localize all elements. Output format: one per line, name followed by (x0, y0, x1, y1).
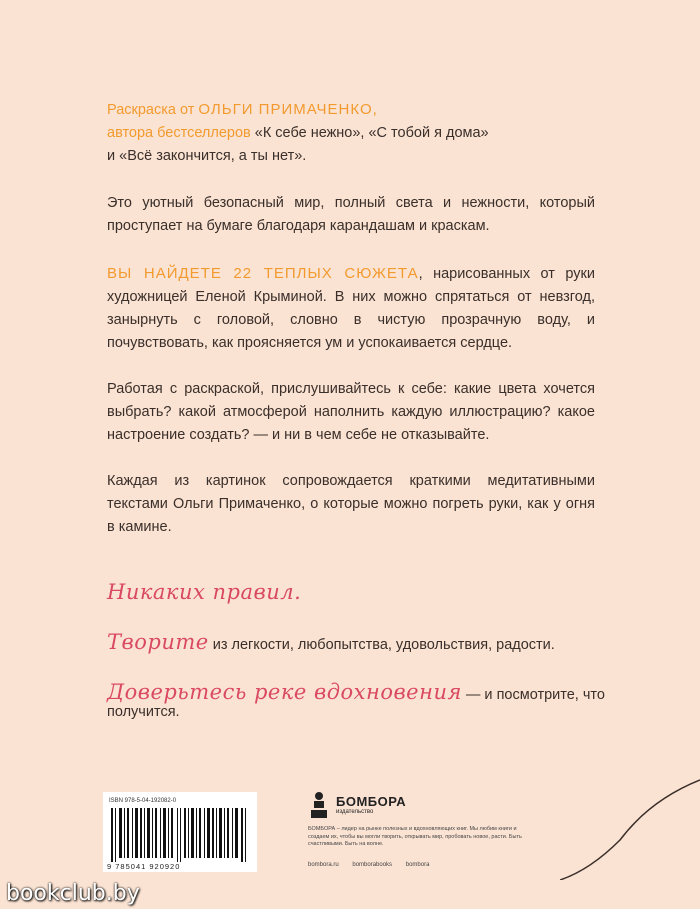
social-link-1[interactable]: bomborabooks (352, 862, 393, 868)
publisher-description: БОМБОРА – лидер на рынке полезных и вдохновляющих книг. Мы любим книги и создаем их, чтобы вы могли творить, открывать мир, пробовать новое, расти. Быть счастливыми. Быть на волне. (308, 826, 522, 847)
paragraph-2-highlight: ВЫ НАЙДЕТЕ 22 ТЕПЛЫХ СЮЖЕТА (107, 265, 419, 282)
decorative-curve (560, 760, 700, 880)
create-text: из легкости, любопытства, удовольствия, радости. (212, 637, 555, 653)
intro-line-2 (107, 122, 595, 145)
trust-script: Доверьтесь реке вдохновения (107, 680, 462, 704)
paragraph-1: Это уютный безопасный мир, полный света и нежности, который проступает на бумаге благодаря карандашам и краскам. (107, 195, 595, 234)
bestseller-prefix: автора бестселлеров (107, 125, 251, 141)
intro-prefix: Раскраска от (107, 102, 195, 118)
publisher-subtitle: издательство (336, 809, 374, 815)
paragraph-3: Работая с раскраской, прислушивайтесь к себе: какие цвета хочется выбрать? какой атмосферой наполнить каждую иллюстрацию? какое настроение создать? — и ни в чем себе не отказывайте. (107, 381, 595, 443)
publisher-name: БОМБОРА (336, 794, 407, 809)
website-link[interactable]: bombora.ru (308, 862, 339, 868)
paragraph-2 (107, 262, 595, 355)
trust-text: — и посмотрите, что получится. (107, 687, 605, 720)
barcode-bars (111, 808, 249, 862)
author-name: ОЛЬГИ ПРИМАЧЕНКО, (198, 101, 378, 118)
social-link-2[interactable]: bombora (405, 862, 430, 868)
publisher-links (308, 862, 441, 868)
publisher-logo-icon (308, 790, 330, 820)
intro-block (107, 98, 595, 168)
script-line-3 (107, 680, 607, 720)
intro-line-3: и «Всё закончится, а ты нет». (107, 148, 307, 164)
barcode (103, 792, 257, 872)
script-line-1 (107, 580, 607, 604)
paragraph-4: Каждая из картинок сопровождается краткими медитативными текстами Ольги Примаченко, о которые можно погреть руки, как у огня в камине. (107, 473, 595, 535)
intro-line-1 (107, 98, 595, 122)
create-script: Творите (107, 630, 209, 654)
isbn-label: ISBN 978-5-04-192082-0 (109, 798, 177, 804)
barcode-number: 9 785041 920920 (107, 862, 181, 871)
paragraph-2-text: , нарисованных от руки художницей Еленой Крыминой. В них можно спрятаться от невзгод, занырнуть с головой, словно в чистую прозрачную воду, и почувствовать, как проясняется ум и успокаивается сердце. (107, 266, 595, 351)
script-line-2 (107, 630, 607, 654)
watermark: bookclub.by (6, 881, 140, 906)
no-rules-script: Никаких правил. (107, 580, 302, 604)
bestseller-titles: «К себе нежно», «С тобой я дома» (254, 125, 489, 141)
